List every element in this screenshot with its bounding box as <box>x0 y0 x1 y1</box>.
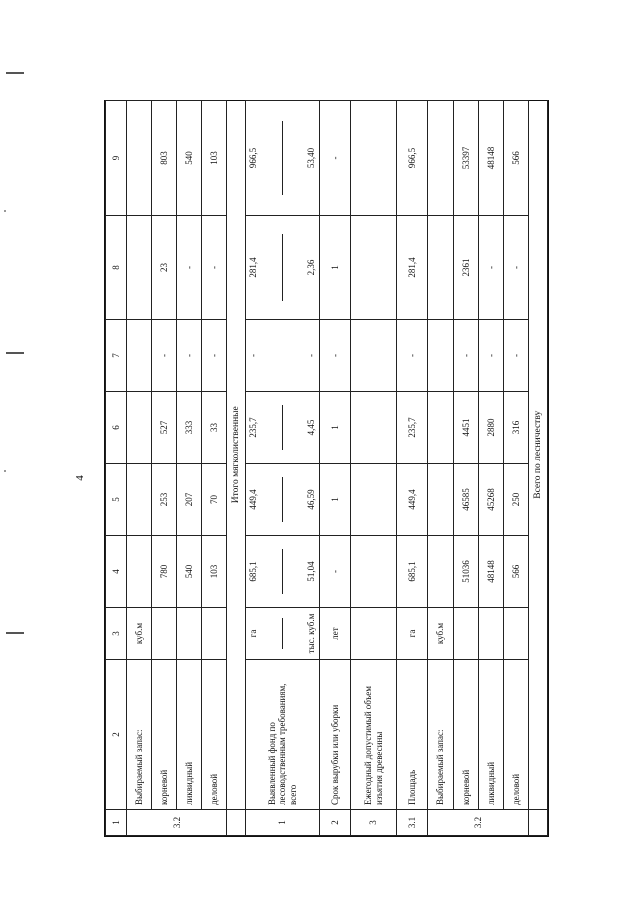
value-cell: 70 <box>202 464 227 536</box>
value-cell: 281,4 <box>397 216 428 320</box>
value-cell: 1 <box>319 216 350 320</box>
value-cell <box>246 536 319 608</box>
row-label: ликвидный <box>177 660 202 810</box>
unit-top: га <box>248 629 259 638</box>
value-cell: - <box>397 320 428 392</box>
value-cell: - <box>453 320 478 392</box>
value-cell: 235,7 <box>397 392 428 464</box>
dash-divider <box>282 618 283 648</box>
value-cell: 103 <box>202 536 227 608</box>
value-top: 281,4 <box>248 257 259 278</box>
value-cell: - <box>478 216 503 320</box>
value-top: 966,5 <box>248 147 259 169</box>
section-row <box>528 101 547 836</box>
value-bottom: - <box>306 354 317 357</box>
rotated-table-container <box>105 101 548 836</box>
row-label: Выбираемый запас: <box>126 660 151 810</box>
value-cell: - <box>319 320 350 392</box>
row-label: Выявленный фонд по лесоводственным требованиям, всего <box>246 660 319 810</box>
value-cell: 51036 <box>453 536 478 608</box>
value-cell: 48148 <box>478 536 503 608</box>
scan-mark-lower <box>6 632 24 634</box>
row-label: деловой <box>503 660 528 810</box>
section-title: Итого мягколиственные <box>227 101 246 810</box>
row-label: Выбираемый запас: <box>428 660 453 810</box>
value-cell: 540 <box>177 101 202 216</box>
value-cell <box>246 216 319 320</box>
value-cell: - <box>177 216 202 320</box>
header-cell: 7 <box>106 320 127 392</box>
value-cell: 803 <box>152 101 177 216</box>
dash-divider <box>282 477 283 521</box>
value-cell: - <box>319 101 350 216</box>
row-number: 3.2 <box>126 810 227 836</box>
value-cell: 1 <box>319 392 350 464</box>
value-top: - <box>248 354 259 357</box>
table-row <box>428 101 453 836</box>
value-bottom: 4,45 <box>306 419 317 436</box>
unit-cell: куб.м <box>126 608 151 660</box>
row-number: 2 <box>319 810 350 836</box>
table-row <box>453 101 478 836</box>
dash-divider <box>282 549 283 593</box>
header-cell: 4 <box>106 536 127 608</box>
dash-divider <box>282 121 283 195</box>
value-cell: 103 <box>202 101 227 216</box>
header-cell: 1 <box>106 810 127 836</box>
value-cell: 316 <box>503 392 528 464</box>
value-cell: 1 <box>319 464 350 536</box>
value-cell: 2880 <box>478 392 503 464</box>
row-number: 3 <box>351 810 397 836</box>
header-cell: 5 <box>106 464 127 536</box>
value-cell: 566 <box>503 101 528 216</box>
dash-divider <box>282 234 283 301</box>
value-top: 235,7 <box>248 417 259 438</box>
unit-cell: куб.м <box>428 608 453 660</box>
header-cell: 3 <box>106 608 127 660</box>
value-top: 449,4 <box>248 489 259 510</box>
unit-cell <box>246 608 319 660</box>
table-row <box>478 101 503 836</box>
value-bottom: 46,59 <box>306 489 317 510</box>
row-number: 3.2 <box>428 810 529 836</box>
value-cell: 207 <box>177 464 202 536</box>
scan-dot <box>4 470 6 472</box>
scan-dot <box>4 210 6 212</box>
value-cell: 540 <box>177 536 202 608</box>
row-label: деловой <box>202 660 227 810</box>
value-cell: - <box>202 216 227 320</box>
value-bottom: 2,36 <box>306 259 317 276</box>
value-cell: 527 <box>152 392 177 464</box>
value-cell: 333 <box>177 392 202 464</box>
value-cell: - <box>503 216 528 320</box>
value-cell: 53397 <box>453 101 478 216</box>
value-cell: - <box>152 320 177 392</box>
value-cell: 685,1 <box>397 536 428 608</box>
value-cell: - <box>177 320 202 392</box>
page-number: 4 <box>74 475 86 481</box>
table-row <box>152 101 177 836</box>
value-top: 685,1 <box>248 561 259 582</box>
header-cell: 2 <box>106 660 127 810</box>
table-row <box>319 101 350 836</box>
table-row <box>351 101 397 836</box>
value-cell: 45268 <box>478 464 503 536</box>
section-row <box>227 101 246 836</box>
value-cell: 250 <box>503 464 528 536</box>
value-cell <box>246 392 319 464</box>
data-table-frame <box>104 100 549 837</box>
value-cell: 449,4 <box>397 464 428 536</box>
header-cell: 6 <box>106 392 127 464</box>
row-label: ликвидный <box>478 660 503 810</box>
table-row <box>177 101 202 836</box>
value-cell <box>246 320 319 392</box>
value-cell: 2361 <box>453 216 478 320</box>
value-cell: 48148 <box>478 101 503 216</box>
value-cell: 566 <box>503 536 528 608</box>
scan-mark-top <box>6 72 24 74</box>
value-cell <box>246 464 319 536</box>
header-cell: 9 <box>106 101 127 216</box>
value-cell: 23 <box>152 216 177 320</box>
value-bottom: 53,40 <box>306 147 317 169</box>
value-cell: - <box>503 320 528 392</box>
unit-bottom: тыс. куб.м <box>306 613 317 654</box>
header-cell: 8 <box>106 216 127 320</box>
value-bottom: 51,04 <box>306 561 317 582</box>
row-label: корневой <box>453 660 478 810</box>
value-cell: 33 <box>202 392 227 464</box>
table-row <box>246 101 319 836</box>
row-label: корневой <box>152 660 177 810</box>
forestry-table <box>105 100 548 836</box>
row-number: 3.1 <box>397 810 428 836</box>
value-cell: - <box>319 536 350 608</box>
dash-divider <box>282 405 283 449</box>
table-row <box>202 101 227 836</box>
value-cell <box>246 101 319 216</box>
table-row <box>397 101 428 836</box>
row-number: 1 <box>246 810 319 836</box>
row-label: Площадь <box>397 660 428 810</box>
unit-cell: га <box>397 608 428 660</box>
unit-cell: лет <box>319 608 350 660</box>
scan-mark-middle <box>6 352 24 354</box>
table-row <box>503 101 528 836</box>
row-label: Срок вырубки или уборки <box>319 660 350 810</box>
value-cell: - <box>478 320 503 392</box>
value-cell: - <box>202 320 227 392</box>
row-label: Ежегодный допустимый объем изъятия древесины <box>351 660 397 810</box>
value-cell: 253 <box>152 464 177 536</box>
table-row <box>126 101 151 836</box>
header-row <box>106 101 127 836</box>
value-cell: 46585 <box>453 464 478 536</box>
value-cell: 780 <box>152 536 177 608</box>
value-cell: 966,5 <box>397 101 428 216</box>
value-cell: 4451 <box>453 392 478 464</box>
section-title: Всего по лесничеству <box>528 101 547 810</box>
